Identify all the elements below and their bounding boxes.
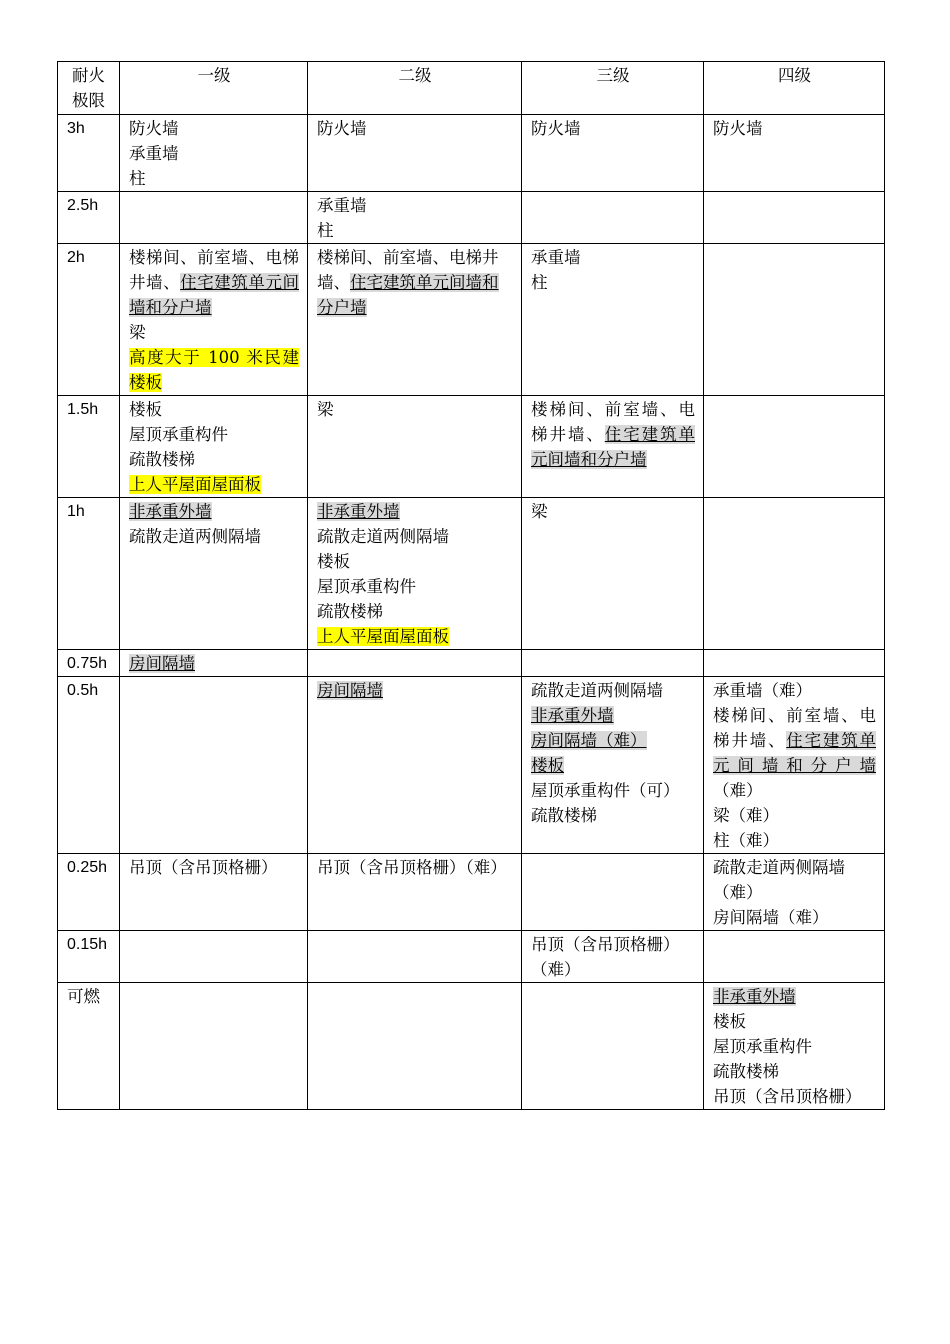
cell-level-4 (704, 244, 885, 396)
cell-line (317, 624, 513, 649)
header-fire-limit: 耐火极限 (58, 62, 120, 115)
cell-level-2 (308, 244, 522, 396)
highlighted-text: 住宅建筑单元间墙和分户墙 (531, 425, 695, 469)
cell-line (317, 499, 513, 524)
cell-paragraph (713, 703, 876, 803)
cell-line: 防火墙 (129, 119, 179, 138)
table-row (58, 983, 885, 1110)
cell-level-4 (704, 983, 885, 1110)
cell-line: 梁 (129, 323, 146, 342)
cell-level-3 (522, 931, 704, 983)
table-row (58, 854, 885, 931)
cell-line: 柱 (129, 169, 146, 188)
cell-line (129, 651, 299, 676)
highlighted-text: 房间隔墙 (317, 681, 383, 700)
cell-level-2 (308, 115, 522, 192)
cell-level-2 (308, 192, 522, 244)
highlighted-text: 非承重外墙 (713, 987, 796, 1006)
cell-line: 承重墙（难） (713, 681, 812, 700)
cell-text: （难） (713, 781, 763, 800)
cell-line: 疏散走道两侧隔墙 (531, 681, 663, 700)
cell-level-3 (522, 498, 704, 650)
header-level-2: 二级 (308, 62, 522, 115)
highlighted-text: 非承重外墙 (129, 502, 212, 521)
header-level-3: 三级 (522, 62, 704, 115)
cell-line (531, 703, 695, 728)
hours-cell: 1h (58, 498, 120, 650)
cell-line: 疏散走道两侧隔墙 (317, 527, 449, 546)
cell-text: 楼梯间、前室墙、电梯井墙、 (713, 706, 876, 750)
cell-level-1 (120, 396, 308, 498)
cell-line: 疏散走道两侧隔墙（难） (713, 858, 845, 902)
cell-line: 承重墙 (317, 196, 367, 215)
hours-cell: 2.5h (58, 192, 120, 244)
cell-level-4 (704, 192, 885, 244)
cell-level-3 (522, 115, 704, 192)
table-row (58, 650, 885, 677)
cell-level-3 (522, 983, 704, 1110)
highlighted-text: 高度大于 100 米民建楼板 (129, 348, 299, 392)
cell-level-4 (704, 677, 885, 854)
cell-level-2 (308, 931, 522, 983)
cell-line: 疏散楼梯 (713, 1062, 779, 1081)
highlighted-text: 非承重外墙 (317, 502, 400, 521)
cell-line: 吊顶（含吊顶格栅） (129, 858, 278, 877)
cell-line: 承重墙 (129, 144, 179, 163)
cell-text: 楼梯间、前室墙、电梯井墙、 (531, 400, 695, 444)
cell-line (129, 499, 299, 524)
highlighted-text: 住宅建筑单元间墙和分户墙 (713, 731, 876, 775)
cell-level-3 (522, 192, 704, 244)
highlighted-text: 房间隔墙 (129, 654, 195, 673)
cell-line: 吊顶（含吊顶格栅） (713, 1087, 862, 1106)
hours-cell: 3h (58, 115, 120, 192)
cell-level-1 (120, 983, 308, 1110)
cell-line: 楼板 (317, 552, 350, 571)
cell-level-4 (704, 650, 885, 677)
cell-level-1 (120, 677, 308, 854)
table-row (58, 498, 885, 650)
cell-level-2 (308, 677, 522, 854)
cell-line (317, 678, 513, 703)
header-level-1: 一级 (120, 62, 308, 115)
cell-level-1 (120, 115, 308, 192)
cell-paragraph (129, 245, 299, 320)
cell-level-2 (308, 498, 522, 650)
cell-line: 屋顶承重构件 (129, 425, 228, 444)
cell-level-1 (120, 244, 308, 396)
cell-line: 疏散走道两侧隔墙 (129, 527, 261, 546)
table-row (58, 677, 885, 854)
hours-cell: 0.25h (58, 854, 120, 931)
cell-level-4 (704, 396, 885, 498)
cell-level-2 (308, 983, 522, 1110)
cell-level-2 (308, 854, 522, 931)
header-row (58, 62, 885, 115)
cell-paragraph (129, 345, 299, 395)
cell-line (713, 984, 876, 1009)
header-level-4: 四级 (704, 62, 885, 115)
cell-paragraph: 吊顶（含吊顶格栅）（难） (317, 858, 507, 877)
hours-cell: 0.75h (58, 650, 120, 677)
cell-line: 梁 (531, 502, 548, 521)
cell-line: 梁 (317, 400, 334, 419)
cell-line: 防火墙 (317, 119, 367, 138)
hours-cell: 0.15h (58, 931, 120, 983)
cell-line: 房间隔墙（难） (713, 908, 829, 927)
cell-line (531, 728, 695, 753)
highlighted-text: 房间隔墙（难） (531, 731, 647, 750)
cell-paragraph (531, 397, 695, 472)
hours-cell: 可燃 (58, 983, 120, 1110)
cell-line (531, 753, 695, 778)
cell-paragraph (317, 245, 513, 320)
cell-level-3 (522, 244, 704, 396)
cell-level-4 (704, 115, 885, 192)
cell-line: 楼板 (129, 400, 162, 419)
highlighted-text: 上人平屋面屋面板 (129, 475, 261, 494)
cell-level-3 (522, 854, 704, 931)
cell-line: 疏散楼梯 (129, 450, 195, 469)
cell-level-1 (120, 498, 308, 650)
cell-line: 楼板 (713, 1012, 746, 1031)
cell-paragraph: 吊顶（含吊顶格栅）（难） (531, 935, 680, 979)
cell-level-4 (704, 931, 885, 983)
cell-level-1 (120, 192, 308, 244)
cell-line: 柱（难） (713, 831, 779, 850)
fire-resistance-table (57, 61, 885, 1110)
cell-text: 楼梯间、前室墙、电梯井墙、 (317, 248, 499, 292)
highlighted-text: 楼板 (531, 756, 564, 775)
hours-cell: 1.5h (58, 396, 120, 498)
cell-line: 柱 (531, 273, 548, 292)
cell-level-3 (522, 650, 704, 677)
cell-line: 屋顶承重构件（可） (531, 781, 680, 800)
cell-line: 梁（难） (713, 806, 779, 825)
table-row (58, 192, 885, 244)
cell-line: 屋顶承重构件 (713, 1037, 812, 1056)
cell-line: 防火墙 (531, 119, 581, 138)
table-row (58, 244, 885, 396)
cell-level-1 (120, 650, 308, 677)
highlighted-text: 非承重外墙 (531, 706, 614, 725)
highlighted-text: 住宅建筑单元间墙和分户墙 (317, 273, 499, 317)
table-row (58, 931, 885, 983)
table-row (58, 115, 885, 192)
highlighted-text: 上人平屋面屋面板 (317, 627, 449, 646)
hours-cell: 0.5h (58, 677, 120, 854)
table-row (58, 396, 885, 498)
cell-level-4 (704, 854, 885, 931)
cell-level-3 (522, 396, 704, 498)
cell-level-1 (120, 931, 308, 983)
hours-cell: 2h (58, 244, 120, 396)
cell-level-2 (308, 396, 522, 498)
cell-line: 屋顶承重构件 (317, 577, 416, 596)
cell-level-4 (704, 498, 885, 650)
highlighted-text: 住宅建筑单元间墙和分户墙 (129, 273, 300, 317)
cell-line (129, 472, 299, 497)
cell-line: 防火墙 (713, 119, 763, 138)
cell-line: 疏散楼梯 (317, 602, 383, 621)
cell-text: 楼梯间、前室墙、电梯井墙、 (129, 248, 299, 292)
cell-level-3 (522, 677, 704, 854)
cell-line: 柱 (317, 221, 334, 240)
cell-line: 疏散楼梯 (531, 806, 597, 825)
cell-level-1 (120, 854, 308, 931)
cell-level-2 (308, 650, 522, 677)
cell-line: 承重墙 (531, 248, 581, 267)
